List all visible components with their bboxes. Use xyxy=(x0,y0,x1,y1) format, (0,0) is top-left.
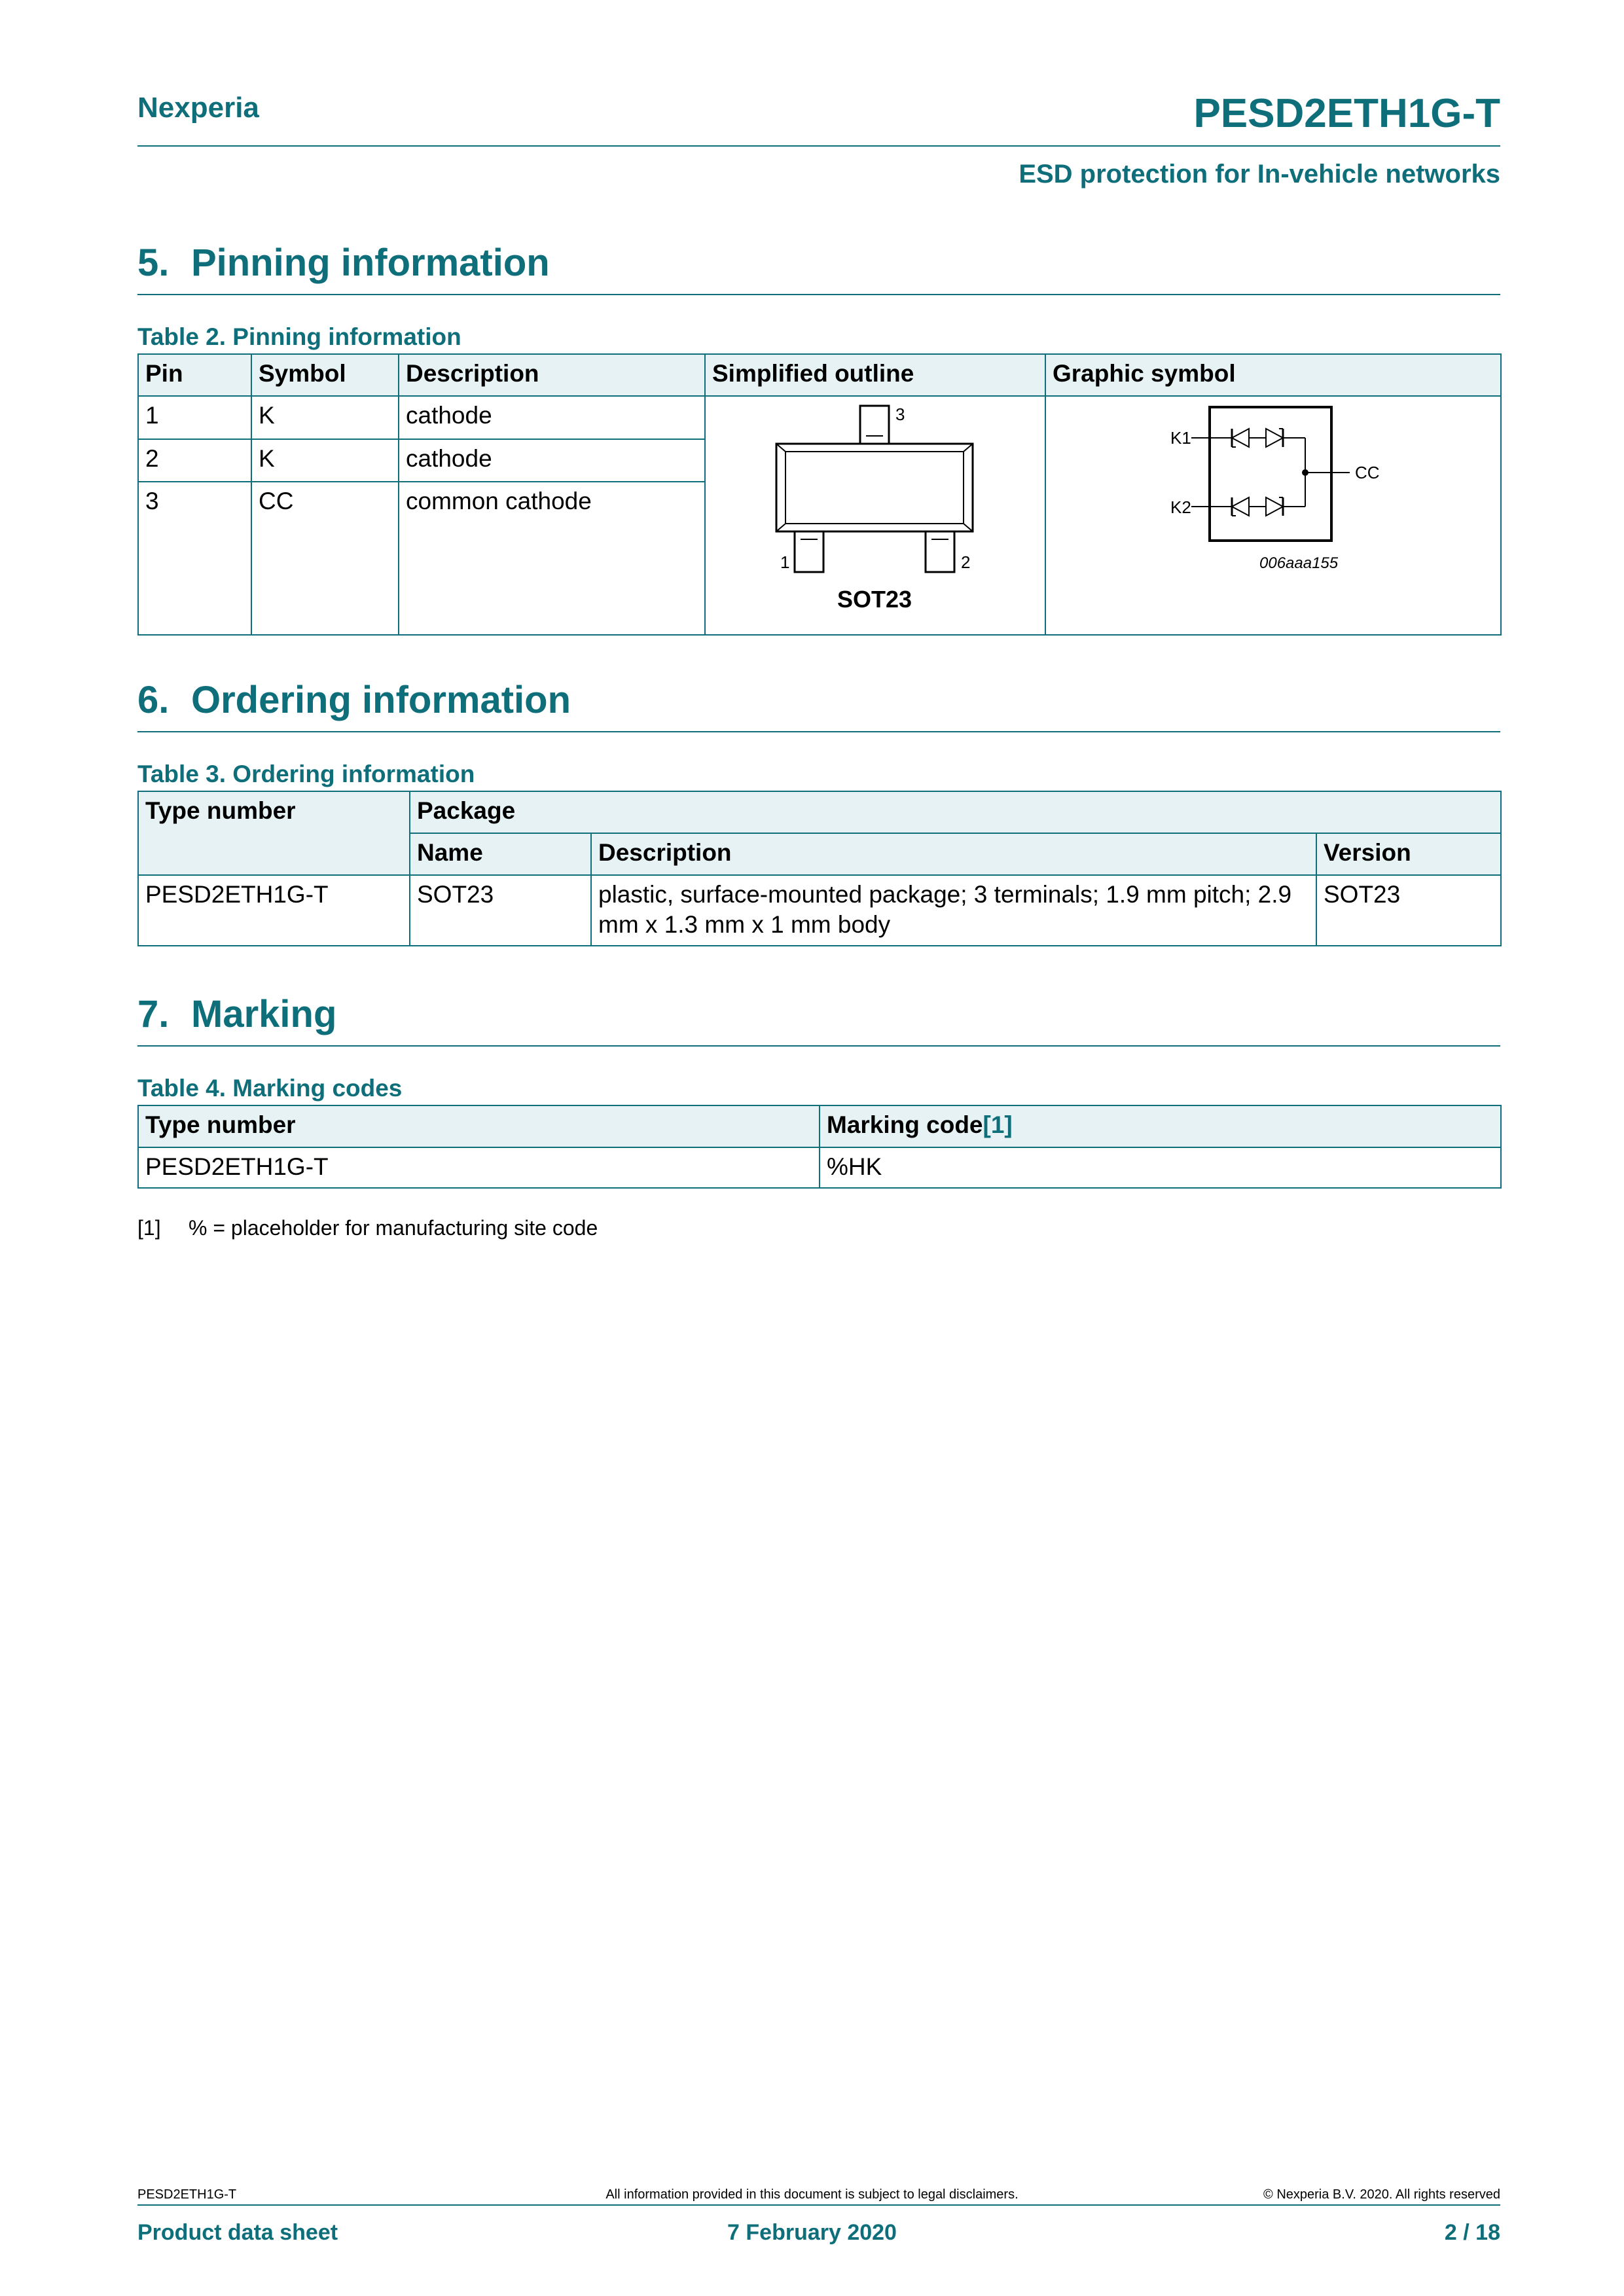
footer-copyright: © Nexperia B.V. 2020. All rights reserved xyxy=(1263,2187,1500,2202)
footer-disclaimer: All information provided in this document is subject to legal disclaimers. xyxy=(605,2187,1019,2202)
header-marking-code xyxy=(820,1105,1501,1147)
footnote-reference-link[interactable]: [1] xyxy=(983,1111,1013,1138)
section-number: 5. xyxy=(137,242,170,284)
header-type-number: Type number xyxy=(138,1105,820,1147)
pin3-lead xyxy=(860,406,889,444)
k1-label: K1 xyxy=(1170,428,1191,448)
footer-page-number: 2 / 18 xyxy=(1444,2220,1500,2245)
package-label: SOT23 xyxy=(837,586,912,613)
diode-triangle xyxy=(1266,497,1283,516)
cc-label: CC xyxy=(1355,463,1380,482)
pin-cell: 2 xyxy=(138,439,251,482)
symbol-cell: K xyxy=(251,396,399,439)
diode-triangle xyxy=(1266,429,1283,447)
header-package: Package xyxy=(410,791,1501,833)
description-cell: cathode xyxy=(399,439,705,482)
graphic-symbol-drawing xyxy=(1046,397,1499,627)
symbol-frame xyxy=(1210,407,1331,541)
graphic-symbol-cell xyxy=(1045,396,1501,635)
table-caption: Table 4. Marking codes xyxy=(137,1075,403,1102)
pin1-lead xyxy=(795,531,823,572)
type-number-cell: PESD2ETH1G-T xyxy=(138,1147,820,1188)
marking-table xyxy=(137,1105,1502,1189)
k2-label: K2 xyxy=(1170,497,1191,517)
package-name-cell: SOT23 xyxy=(410,875,591,946)
section-number: 7. xyxy=(137,993,170,1035)
package-version-cell: SOT23 xyxy=(1316,875,1501,946)
sot23-outline-drawing xyxy=(706,397,1043,627)
section-heading-ordering xyxy=(137,678,1500,732)
footnote-marker: [1] xyxy=(137,1216,161,1240)
pin2-label: 2 xyxy=(961,552,971,572)
section-number: 6. xyxy=(137,679,170,721)
description-cell: cathode xyxy=(399,396,705,439)
pin-cell: 1 xyxy=(138,396,251,439)
footnote-text: % = placeholder for manufacturing site code xyxy=(189,1216,598,1240)
header-type-number: Type number xyxy=(138,791,410,875)
pinning-table xyxy=(137,353,1502,636)
table-row xyxy=(138,396,1501,439)
symbol-cell: CC xyxy=(251,482,399,635)
footer-date: 7 February 2020 xyxy=(727,2220,897,2245)
header-name: Name xyxy=(410,833,591,875)
header-description: Description xyxy=(399,354,705,396)
table-caption: Table 2. Pinning information xyxy=(137,323,461,350)
header-symbol: Symbol xyxy=(251,354,399,396)
diode-triangle xyxy=(1232,429,1249,447)
table-row xyxy=(138,875,1501,946)
ordering-table xyxy=(137,791,1502,946)
symbol-code: 006aaa155 xyxy=(1259,554,1339,572)
section-title: Ordering information xyxy=(191,679,571,721)
section-title: Pinning information xyxy=(191,242,550,284)
header-rule xyxy=(137,145,1500,147)
diode-triangle xyxy=(1232,497,1249,516)
header-simplified-outline: Simplified outline xyxy=(705,354,1045,396)
type-number-cell: PESD2ETH1G-T xyxy=(138,875,410,946)
pin2-lead xyxy=(926,531,954,572)
section-title: Marking xyxy=(191,993,337,1035)
symbol-cell: K xyxy=(251,439,399,482)
table-caption: Table 3. Ordering information xyxy=(137,761,475,787)
header-pin: Pin xyxy=(138,354,251,396)
pin3-label: 3 xyxy=(895,404,905,424)
footer-doc-id: PESD2ETH1G-T xyxy=(137,2187,237,2202)
pin1-label: 1 xyxy=(780,552,790,572)
package-body xyxy=(776,444,973,531)
brand-name: Nexperia xyxy=(137,92,259,124)
simplified-outline-cell xyxy=(705,396,1045,635)
description-cell: common cathode xyxy=(399,482,705,635)
header-description: Description xyxy=(591,833,1316,875)
header-version: Version xyxy=(1316,833,1501,875)
marking-code-cell: %HK xyxy=(820,1147,1501,1188)
header-graphic-symbol: Graphic symbol xyxy=(1045,354,1501,396)
part-number: PESD2ETH1G-T xyxy=(1193,91,1500,136)
table-row xyxy=(138,1147,1501,1188)
marking-code-label: Marking code xyxy=(827,1111,983,1138)
package-description-cell: plastic, surface-mounted package; 3 terminals; 1.9 mm pitch; 2.9 mm x 1.3 mm x 1 mm body xyxy=(591,875,1316,946)
footer-rule xyxy=(137,2204,1500,2206)
section-heading-pinning xyxy=(137,241,1500,295)
document-subtitle: ESD protection for In-vehicle networks xyxy=(1019,160,1500,188)
section-heading-marking xyxy=(137,992,1500,1047)
pin-cell: 3 xyxy=(138,482,251,635)
footnote xyxy=(137,1216,598,1240)
footer-doc-type: Product data sheet xyxy=(137,2220,338,2245)
